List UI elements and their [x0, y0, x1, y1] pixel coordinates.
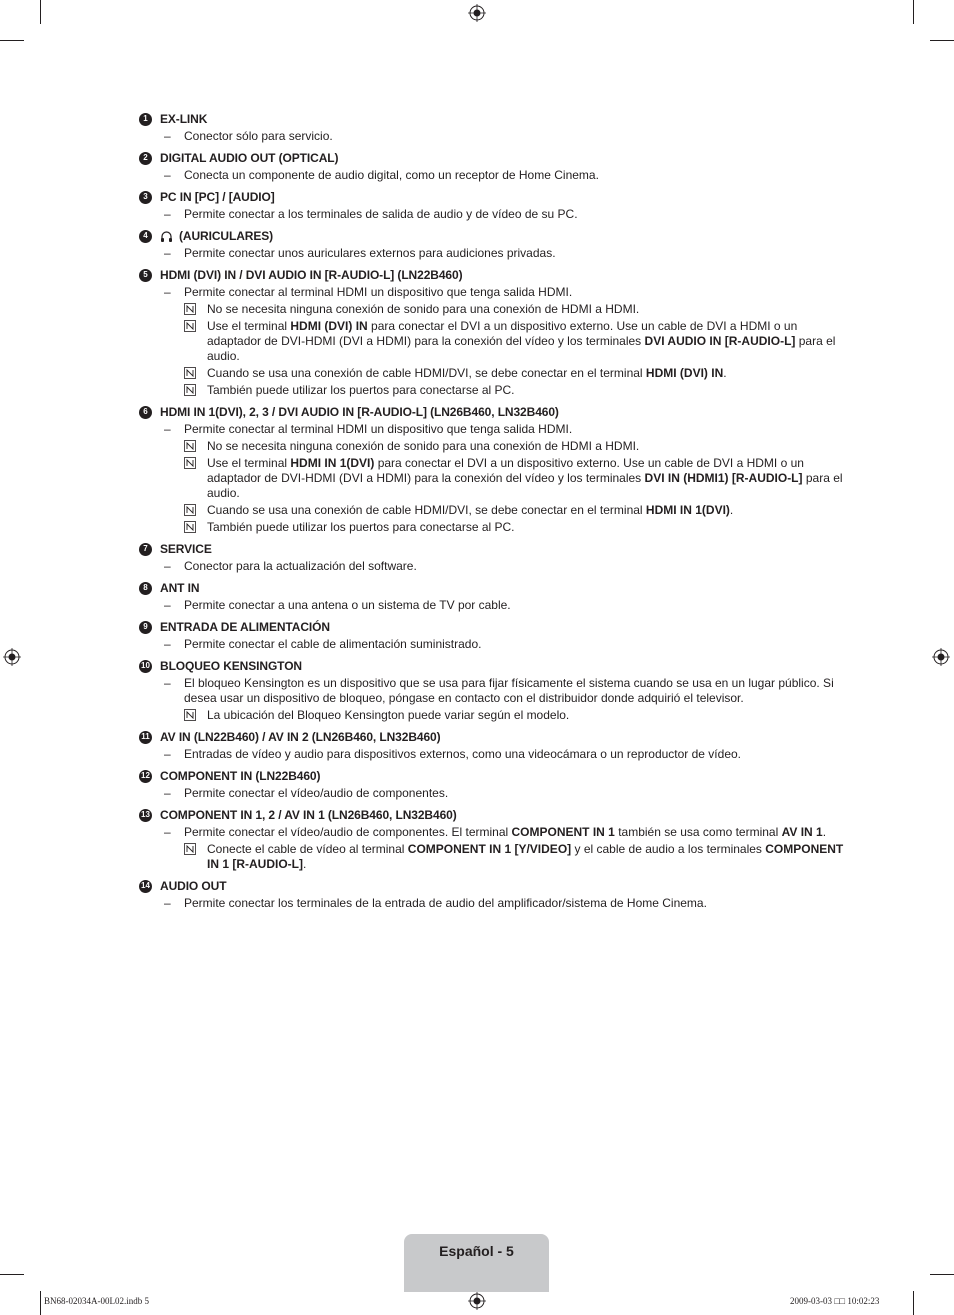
note-text: La ubicación del Bloqueo Kensington puede variar según el modelo. — [207, 708, 570, 722]
description-text: Conecta un componente de audio digital, como un receptor de Home Cinema. — [184, 168, 599, 182]
note-text: Use el terminal HDMI IN 1(DVI) para conectar el DVI a un dispositivo externo. Use un cable de DVI a HDMI o un adaptador de DVI-HDMI (DVI a HDMI) para la conexión del vídeo y los terminales DVI IN (HDMI1) [R-AUDIO-L] para el audio. — [207, 456, 843, 500]
note-text: No se necesita ninguna conexión de sonido para una conexión de HDMI a HDMI. — [207, 302, 640, 316]
connector-title: AV IN (LN22B460) / AV IN 2 (LN26B460, LN32B460) — [160, 730, 441, 744]
item-number-badge: 2 — [139, 152, 152, 165]
description-text: Permite conectar a una antena o un sistema de TV por cable. — [184, 598, 511, 612]
item-number-badge: 10 — [139, 660, 152, 673]
connector-item — [139, 580, 849, 613]
connector-title: BLOQUEO KENSINGTON — [160, 659, 302, 673]
dash-bullet: – — [164, 637, 171, 651]
connector-title: HDMI IN 1(DVI), 2, 3 / DVI AUDIO IN [R-AUDIO-L] (LN26B460, LN32B460) — [160, 405, 559, 419]
item-number-badge: 14 — [139, 880, 152, 893]
crop-mark — [0, 40, 24, 41]
note-text: También puede utilizar los puertos para conectarse al PC. — [207, 520, 515, 534]
crop-mark — [913, 0, 914, 24]
connector-item — [139, 267, 849, 398]
connector-title: COMPONENT IN 1, 2 / AV IN 1 (LN26B460, LN32B460) — [160, 808, 457, 822]
note-text: No se necesita ninguna conexión de sonido para una conexión de HDMI a HDMI. — [207, 439, 640, 453]
note-line — [139, 439, 849, 454]
note-line — [139, 366, 849, 381]
connector-title: DIGITAL AUDIO OUT (OPTICAL) — [160, 151, 339, 165]
dash-bullet: – — [164, 825, 171, 839]
item-number-badge: 9 — [139, 621, 152, 634]
connector-item — [139, 768, 849, 801]
connector-heading — [139, 267, 849, 283]
description-line — [139, 285, 849, 300]
note-icon — [184, 504, 196, 516]
note-text: Use el terminal HDMI (DVI) IN para conectar el DVI a un dispositivo externo. Use un cable de DVI a HDMI o un adaptador de DVI-HDMI (DVI a HDMI) para la conexión del vídeo y los terminales DVI AUDIO IN [R-AUDIO-L] para el audio. — [207, 319, 836, 363]
dash-bullet: – — [164, 747, 171, 761]
connector-title: ANT IN — [160, 581, 200, 595]
description-line — [139, 896, 849, 911]
dash-bullet: – — [164, 598, 171, 612]
connector-item — [139, 878, 849, 911]
crop-mark — [930, 1274, 954, 1275]
connector-list — [139, 111, 849, 917]
dash-bullet: – — [164, 786, 171, 800]
registration-mark-icon — [468, 4, 486, 22]
connector-title: ENTRADA DE ALIMENTACIÓN — [160, 620, 330, 634]
note-line — [139, 520, 849, 535]
dash-bullet: – — [164, 129, 171, 143]
dash-bullet: – — [164, 207, 171, 221]
connector-heading — [139, 878, 849, 894]
description-line — [139, 129, 849, 144]
connector-heading — [139, 729, 849, 745]
connector-item — [139, 150, 849, 183]
item-number-badge: 13 — [139, 809, 152, 822]
dash-bullet: – — [164, 559, 171, 573]
connector-heading — [139, 580, 849, 596]
note-icon — [184, 384, 196, 396]
description-line — [139, 676, 849, 706]
dash-bullet: – — [164, 285, 171, 299]
note-icon — [184, 521, 196, 533]
note-line — [139, 302, 849, 317]
connector-item — [139, 111, 849, 144]
description-text: Permite conectar al terminal HDMI un dispositivo que tenga salida HDMI. — [184, 422, 573, 436]
description-text: Permite conectar el vídeo/audio de componentes. — [184, 786, 449, 800]
item-number-badge: 11 — [139, 731, 152, 744]
description-line — [139, 422, 849, 437]
crop-mark — [40, 1291, 41, 1315]
note-line — [139, 842, 849, 872]
note-text: Cuando se usa una conexión de cable HDMI/DVI, se debe conectar en el terminal HDMI IN 1(DVI). — [207, 503, 734, 517]
description-line — [139, 598, 849, 613]
connector-title: HDMI (DVI) IN / DVI AUDIO IN [R-AUDIO-L] (LN22B460) — [160, 268, 463, 282]
note-icon — [184, 709, 196, 721]
connector-title: SERVICE — [160, 542, 212, 556]
description-line — [139, 246, 849, 261]
description-line — [139, 786, 849, 801]
description-text: Permite conectar el cable de alimentación suministrado. — [184, 637, 482, 651]
description-text: Permite conectar al terminal HDMI un dispositivo que tenga salida HDMI. — [184, 285, 573, 299]
connector-item — [139, 658, 849, 723]
note-line — [139, 503, 849, 518]
connector-item — [139, 404, 849, 535]
description-text: Conector para la actualización del software. — [184, 559, 417, 573]
description-text: Permite conectar el vídeo/audio de componentes. El terminal COMPONENT IN 1 también se usa como terminal AV IN 1. — [184, 825, 827, 839]
connector-heading — [139, 111, 849, 127]
note-icon — [184, 457, 196, 469]
connector-item — [139, 619, 849, 652]
note-icon — [184, 440, 196, 452]
dash-bullet: – — [164, 422, 171, 436]
connector-title: COMPONENT IN (LN22B460) — [160, 769, 321, 783]
connector-heading — [139, 150, 849, 166]
headphone-icon — [160, 230, 173, 243]
note-line — [139, 456, 849, 501]
item-number-badge: 1 — [139, 113, 152, 126]
crop-mark — [0, 1274, 24, 1275]
note-line — [139, 319, 849, 364]
description-line — [139, 825, 849, 840]
dash-bullet: – — [164, 896, 171, 910]
connector-item — [139, 807, 849, 872]
connector-heading — [139, 658, 849, 674]
crop-mark — [913, 1291, 914, 1315]
connector-title: AUDIO OUT — [160, 879, 227, 893]
description-text: El bloqueo Kensington es un dispositivo que se usa para fijar físicamente el sistema cuando se usa en un lugar público. Si desea usar un dispositivo de bloqueo, póngase en contacto con el distribuidor donde adquirió el televisor. — [184, 676, 834, 705]
note-icon — [184, 843, 196, 855]
description-text: Permite conectar los terminales de la entrada de audio del amplificador/sistema de Home Cinema. — [184, 896, 707, 910]
description-text: Permite conectar a los terminales de salida de audio y de vídeo de su PC. — [184, 207, 578, 221]
description-line — [139, 559, 849, 574]
item-number-badge: 8 — [139, 582, 152, 595]
note-line — [139, 383, 849, 398]
item-number-badge: 12 — [139, 770, 152, 783]
connector-heading — [139, 189, 849, 205]
note-icon — [184, 320, 196, 332]
dash-bullet: – — [164, 246, 171, 260]
connector-title: PC IN [PC] / [AUDIO] — [160, 190, 275, 204]
description-line — [139, 168, 849, 183]
crop-mark — [40, 0, 41, 24]
connector-heading — [139, 807, 849, 823]
note-line — [139, 708, 849, 723]
note-icon — [184, 303, 196, 315]
dash-bullet: – — [164, 676, 171, 690]
item-number-badge: 3 — [139, 191, 152, 204]
item-number-badge: 6 — [139, 406, 152, 419]
connector-title: EX-LINK — [160, 112, 208, 126]
date-slug: 2009-03-03 □□ 10:02:23 — [790, 1296, 880, 1306]
note-text: También puede utilizar los puertos para conectarse al PC. — [207, 383, 515, 397]
connector-heading — [139, 619, 849, 635]
registration-mark-icon — [3, 648, 21, 666]
connector-heading — [139, 228, 849, 244]
note-text: Cuando se usa una conexión de cable HDMI/DVI, se debe conectar en el terminal HDMI (DVI) IN. — [207, 366, 727, 380]
connector-item — [139, 189, 849, 222]
description-line — [139, 747, 849, 762]
registration-mark-icon — [468, 1292, 486, 1310]
registration-mark-icon — [932, 648, 950, 666]
crop-mark — [930, 40, 954, 41]
description-text: Entradas de vídeo y audio para dispositivos externos, como una videocámara o un reproductor de vídeo. — [184, 747, 741, 761]
item-number-badge: 5 — [139, 269, 152, 282]
item-number-badge: 7 — [139, 543, 152, 556]
description-text: Conector sólo para servicio. — [184, 129, 333, 143]
item-number-badge: 4 — [139, 230, 152, 243]
connector-heading — [139, 541, 849, 557]
page-number: Español - 5 — [439, 1243, 514, 1259]
note-text: Conecte el cable de vídeo al terminal COMPONENT IN 1 [Y/VIDEO] y el cable de audio a los terminales COMPONENT IN 1 [R-AUDIO-L]. — [207, 842, 844, 871]
dash-bullet: – — [164, 168, 171, 182]
description-text: Permite conectar unos auriculares externos para audiciones privadas. — [184, 246, 556, 260]
description-line — [139, 207, 849, 222]
connector-item — [139, 541, 849, 574]
note-icon — [184, 367, 196, 379]
connector-title: (AURICULARES) — [179, 229, 274, 243]
connector-item — [139, 729, 849, 762]
connector-item — [139, 228, 849, 261]
connector-heading — [139, 404, 849, 420]
description-line — [139, 637, 849, 652]
file-slug: BN68-02034A-00L02.indb 5 — [44, 1296, 149, 1306]
connector-heading — [139, 768, 849, 784]
